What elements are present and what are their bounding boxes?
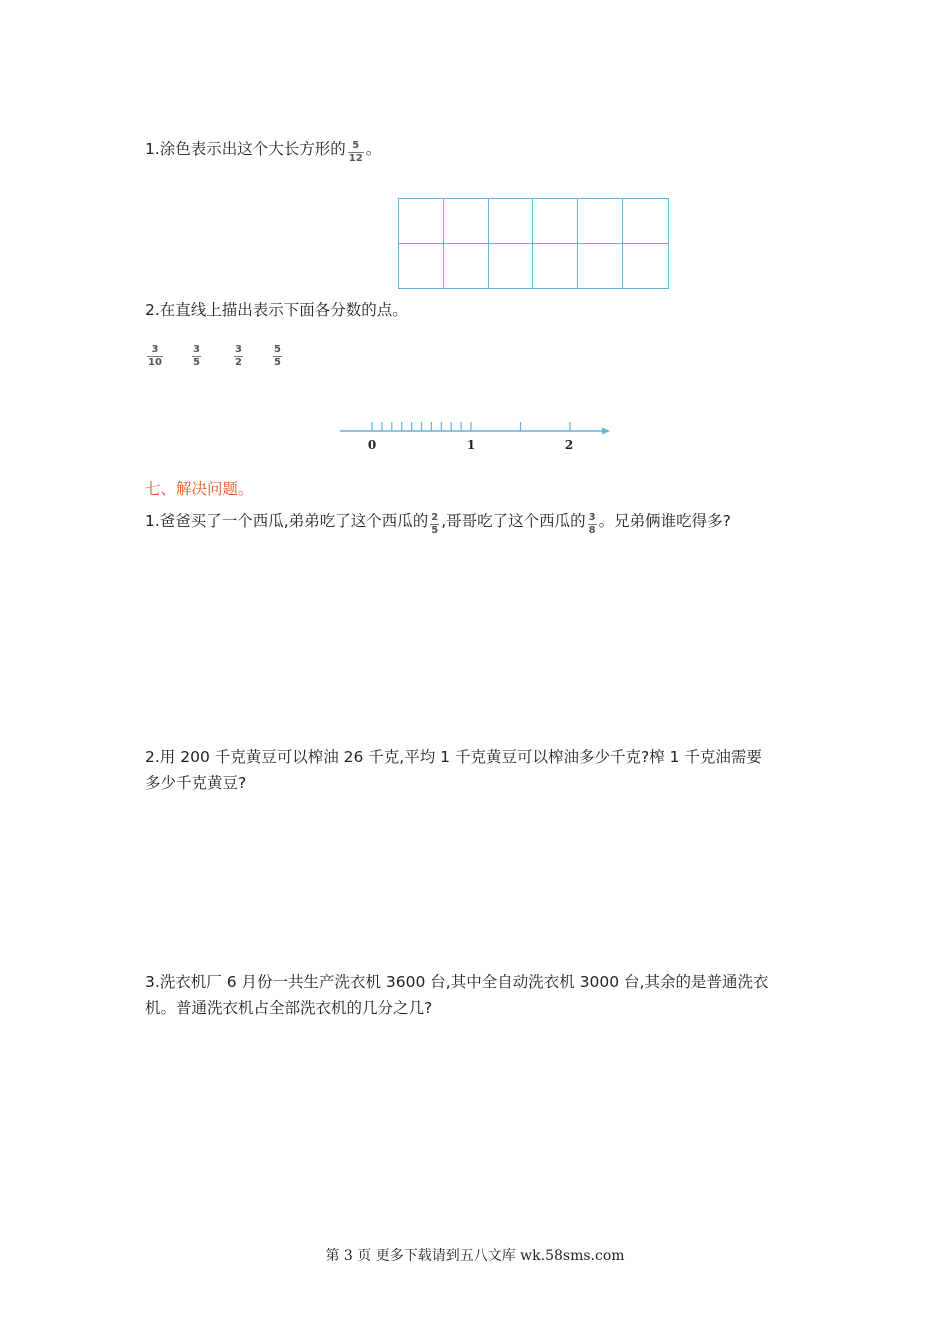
grid-cell[interactable] xyxy=(533,244,578,289)
grid-cell[interactable] xyxy=(533,199,578,244)
grid-cell[interactable] xyxy=(444,199,489,244)
section-title: 七、解决问题。 xyxy=(145,480,254,498)
grid-cell[interactable] xyxy=(578,199,623,244)
fraction-5-12: $\frac{5}{12}$ xyxy=(348,140,363,164)
question-1-text: 1.涂色表示出这个大长方形的 xyxy=(145,140,346,158)
fraction-3-5: $\frac{3}{5}$ xyxy=(193,344,200,368)
fraction-2-5: $\frac{2}{5}$ xyxy=(431,512,439,536)
grid-cell[interactable] xyxy=(399,199,444,244)
problem-2-line2: 多少千克黄豆? xyxy=(145,774,247,792)
problem-1: 1.爸爸买了一个西瓜,弟弟吃了这个西瓜的 $\frac{2}{5}$ ,哥哥吃了这个西瓜的 $\frac{3}{8}$ 。兄弟俩谁吃得多? xyxy=(145,512,731,536)
problem-3-line2: 机。普通洗衣机占全部洗衣机的几分之几? xyxy=(145,999,433,1017)
number-line-ticks xyxy=(372,422,570,431)
question-1: 1.涂色表示出这个大长方形的 $\frac{5}{12}$ 。 xyxy=(145,140,382,164)
axis-label-1: 1 xyxy=(466,438,476,452)
fraction-3-2: $\frac{3}{2}$ xyxy=(235,344,242,368)
grid-cell[interactable] xyxy=(489,199,534,244)
number-line[interactable] xyxy=(338,415,618,455)
axis-label-2: 2 xyxy=(564,438,574,452)
grid-cell[interactable] xyxy=(489,244,534,289)
fraction-5-5: $\frac{5}{5}$ xyxy=(274,344,281,368)
grid-cell[interactable] xyxy=(623,244,668,289)
axis-label-0: 0 xyxy=(367,438,377,452)
fraction-3-10: $\frac{3}{10}$ xyxy=(148,344,162,368)
page-footer: 第 3 页 更多下载请到五八文库 wk.58sms.com xyxy=(325,1248,625,1264)
grid-cell[interactable] xyxy=(578,244,623,289)
grid-cell[interactable] xyxy=(623,199,668,244)
problem-3-line1: 3.洗衣机厂 6 月份一共生产洗衣机 3600 台,其中全自动洗衣机 3000 台,其余的是普通洗衣 xyxy=(145,973,769,991)
fraction-3-8: $\frac{3}{8}$ xyxy=(588,512,596,536)
question-2: 2.在直线上描出表示下面各分数的点。 xyxy=(145,301,408,319)
grid-cell[interactable] xyxy=(444,244,489,289)
rectangle-grid[interactable] xyxy=(398,198,669,289)
arrow-right-icon xyxy=(602,428,610,435)
grid-cell[interactable] xyxy=(399,244,444,289)
problem-2-line1: 2.用 200 千克黄豆可以榨油 26 千克,平均 1 千克黄豆可以榨油多少千克?榨 1 千克油需要 xyxy=(145,748,762,766)
